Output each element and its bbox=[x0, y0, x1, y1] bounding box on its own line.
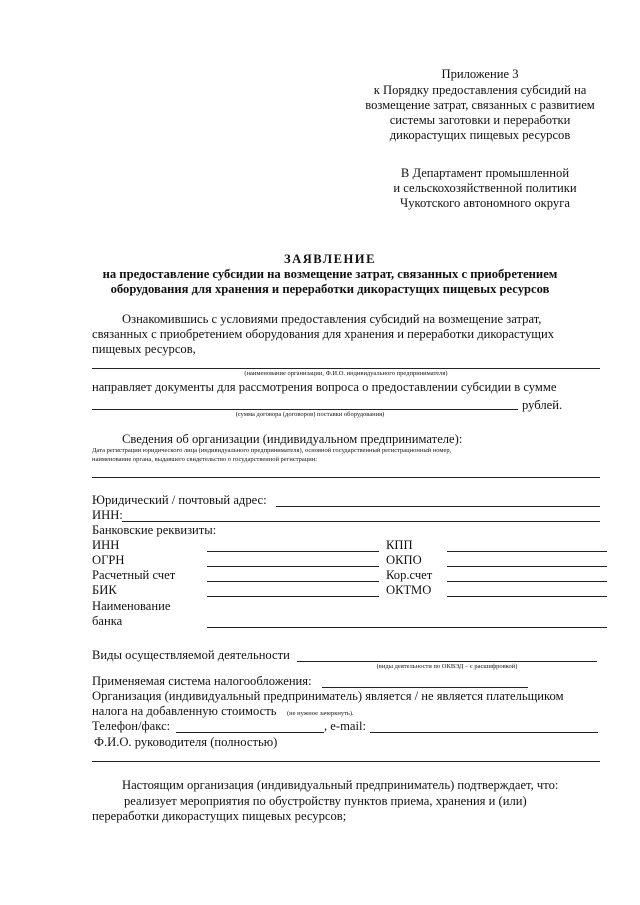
org-info-hint: Дата регистрации юридического лица (индивидуального предпринимателя), основной государственный регистрационный номер, bbox=[92, 447, 452, 454]
inn-label: ИНН: bbox=[92, 508, 123, 522]
kpp-field[interactable] bbox=[447, 551, 607, 552]
rubles-text: рублей. bbox=[522, 398, 563, 412]
director-field[interactable] bbox=[92, 761, 600, 762]
account-field[interactable] bbox=[207, 581, 379, 582]
appendix-line: к Порядку предоставления субсидий на bbox=[373, 83, 587, 97]
email-label: , e-mail: bbox=[324, 719, 366, 733]
registration-line[interactable] bbox=[92, 477, 600, 478]
sends-documents-text: направляет документы для рассмотрения вопроса о предоставлении субсидии в сумме bbox=[92, 380, 557, 394]
addressee-line: Чукотского автономного округа bbox=[400, 196, 570, 210]
bik-field[interactable] bbox=[207, 596, 379, 597]
bank-name-label: Наименование bbox=[92, 599, 171, 613]
address-field[interactable] bbox=[276, 506, 600, 507]
document-subtitle: оборудования для хранения и переработки дикорастущих пищевых ресурсов bbox=[110, 282, 550, 296]
oktmo-label: ОКТМО bbox=[386, 583, 432, 597]
okpo-field[interactable] bbox=[447, 566, 607, 567]
appendix-line: возмещение затрат, связанных с развитием bbox=[365, 98, 595, 112]
ogrn-field[interactable] bbox=[207, 566, 379, 567]
corr-account-field[interactable] bbox=[447, 581, 607, 582]
amount-hint: (сумма договора (договоров) поставки оборудования) bbox=[235, 411, 385, 418]
org-info-title: Сведения об организации (индивидуальном предпринимателе): bbox=[122, 432, 463, 446]
addressee-line: и сельскохозяйственной политики bbox=[393, 181, 577, 195]
bank-inn-label: ИНН bbox=[92, 538, 120, 552]
kpp-label: КПП bbox=[386, 538, 413, 552]
vat-hint: (не нужное зачеркнуть). bbox=[287, 710, 354, 717]
vat-text: Организация (индивидуальный предприниматель) является / не является плательщиком bbox=[92, 689, 564, 703]
intro-line: пищевых ресурсов, bbox=[92, 342, 196, 356]
corr-account-label: Кор.счет bbox=[386, 568, 433, 582]
intro-line: Ознакомившись с условиями предоставления субсидий на возмещение затрат, bbox=[122, 312, 542, 326]
appendix-line: Приложение 3 bbox=[441, 67, 519, 81]
appendix-line: дикорастущих пищевых ресурсов bbox=[389, 128, 571, 142]
activity-label: Виды осуществляемой деятельности bbox=[92, 648, 290, 662]
tax-system-field[interactable] bbox=[322, 687, 528, 688]
activity-field[interactable] bbox=[297, 661, 597, 662]
phone-label: Телефон/факс: bbox=[92, 719, 171, 733]
activity-hint: (виды деятельности по ОКВЭД – с расшифровкой) bbox=[376, 663, 518, 670]
bik-label: БИК bbox=[92, 583, 117, 597]
confirmation-line: реализует мероприятия по обустройству пунктов приема, хранения и (или) bbox=[124, 794, 527, 808]
bank-name-label: банка bbox=[92, 614, 123, 628]
org-name-line[interactable] bbox=[92, 368, 600, 369]
account-label: Расчетный счет bbox=[92, 568, 176, 582]
confirmation-line: Настоящим организация (индивидуальный предприниматель) подтверждает, что: bbox=[122, 778, 559, 792]
org-name-hint: (наименование организации, Ф.И.О. индивидуального предпринимателя) bbox=[244, 370, 448, 377]
okpo-label: ОКПО bbox=[386, 553, 422, 567]
oktmo-field[interactable] bbox=[447, 596, 607, 597]
document-title: ЗАЯВЛЕНИЕ bbox=[283, 252, 377, 266]
director-label: Ф.И.О. руководителя (полностью) bbox=[94, 735, 278, 749]
bank-inn-field[interactable] bbox=[207, 551, 379, 552]
address-label: Юридический / почтовый адрес: bbox=[92, 493, 267, 507]
vat-text: налога на добавленную стоимость bbox=[92, 704, 277, 718]
phone-field[interactable] bbox=[176, 732, 324, 733]
amount-line[interactable] bbox=[92, 409, 518, 410]
org-info-hint: наименование органа, выдавшего свидетельство о государственной регистрации: bbox=[92, 456, 318, 463]
tax-system-label: Применяемая система налогообложения: bbox=[92, 674, 312, 688]
addressee-line: В Департамент промышленной bbox=[400, 166, 570, 180]
email-field[interactable] bbox=[370, 732, 598, 733]
ogrn-label: ОГРН bbox=[92, 553, 125, 567]
confirmation-line: переработки дикорастущих пищевых ресурсов; bbox=[92, 809, 347, 823]
bank-details-label: Банковские реквизиты: bbox=[92, 523, 217, 537]
appendix-line: системы заготовки и переработки bbox=[389, 113, 571, 127]
inn-field[interactable] bbox=[122, 521, 600, 522]
document-subtitle: на предоставление субсидии на возмещение затрат, связанных с приобретением bbox=[102, 267, 558, 281]
intro-line: связанных с приобретением оборудования для хранения и переработки дикорастущих bbox=[92, 327, 555, 341]
bank-name-field[interactable] bbox=[207, 627, 607, 628]
